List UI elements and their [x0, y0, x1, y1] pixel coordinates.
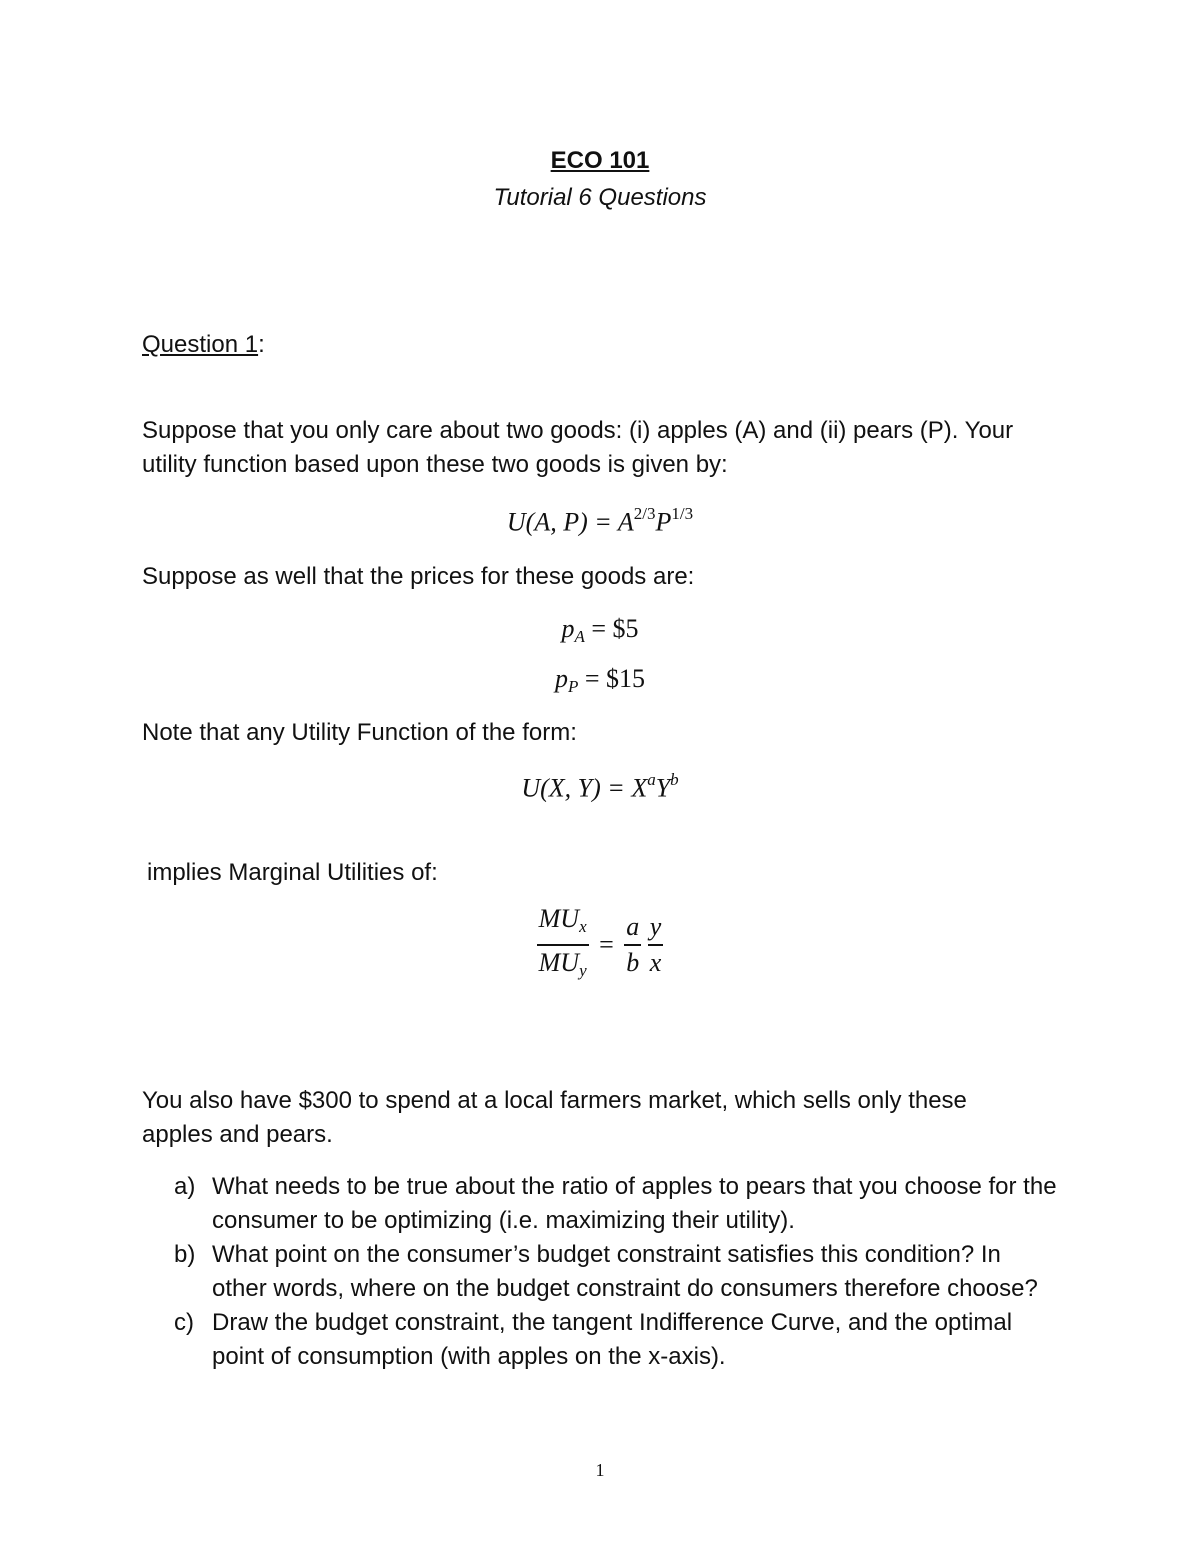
- document-subtitle: Tutorial 6 Questions: [493, 184, 707, 211]
- utility-eq-exp-a: 2/3: [633, 504, 656, 523]
- part-a-text: What needs to be true about the ratio of apples to pears that you choose for the consumer to be optimizing (i.e. maximizing their utility).: [212, 1173, 1057, 1234]
- utility-eq-base-p: P: [655, 507, 672, 537]
- intro-line-2: utility function based upon these two goods is given by:: [142, 451, 728, 478]
- intro-paragraph: [142, 414, 1062, 482]
- price-pears-equation: [0, 664, 1200, 697]
- a-over-b-fraction: [624, 912, 641, 978]
- price-apples-equation: [0, 614, 1200, 647]
- mu-denominator: [537, 946, 589, 986]
- general-utility-equation: [0, 772, 1200, 804]
- price-pears-value: = $15: [578, 664, 646, 693]
- price-pears-symbol: p: [554, 664, 568, 693]
- implies-text: implies Marginal Utilities of:: [147, 859, 438, 886]
- marginal-utility-equation: [0, 904, 1200, 986]
- budget-paragraph: [142, 1084, 1062, 1152]
- fraction-y: y: [648, 912, 664, 946]
- prices-intro: Suppose as well that the prices for these goods are:: [142, 563, 695, 590]
- budget-line-2: apples and pears.: [142, 1121, 333, 1148]
- mu-ratio-fraction: [537, 904, 589, 986]
- question-parts-list: [142, 1170, 1062, 1374]
- part-c-text: Draw the budget constraint, the tangent Indifference Curve, and the optimal point of consumption (with apples on the x-axis).: [212, 1309, 1013, 1370]
- fraction-a: a: [624, 912, 641, 946]
- budget-line-1: You also have $300 to spend at a local farmers market, which sells only these: [142, 1087, 967, 1114]
- price-apples-symbol: p: [561, 614, 575, 643]
- general-eq-base-y: Y: [655, 773, 671, 803]
- price-apples-value: = $5: [584, 614, 639, 643]
- question-heading: [142, 328, 265, 362]
- mu-y-sub: y: [579, 961, 587, 980]
- part-a-marker: a): [174, 1173, 196, 1200]
- utility-eq-exp-p: 1/3: [671, 504, 694, 523]
- list-item: [142, 1170, 1062, 1238]
- part-b-text: What point on the consumer’s budget constraint satisfies this condition? In other words, where on the budget constraint do consumers therefore choose?: [212, 1241, 1038, 1302]
- mu-numerator: [537, 904, 589, 946]
- list-item: [142, 1238, 1062, 1306]
- fraction-b: b: [626, 948, 640, 977]
- price-pears-sub: P: [567, 677, 579, 696]
- price-apples-sub: A: [574, 627, 585, 646]
- list-item: [142, 1306, 1062, 1374]
- utility-eq-base-a: A: [617, 507, 634, 537]
- general-eq-exp-a: a: [647, 770, 656, 789]
- part-b-marker: b): [174, 1241, 196, 1268]
- general-eq-base-x: X: [631, 773, 648, 803]
- mu-y-label: MU: [538, 948, 580, 977]
- mu-equals-sign: =: [599, 930, 614, 959]
- question-heading-label: Question 1: [142, 331, 259, 358]
- fraction-x: x: [649, 948, 662, 977]
- general-eq-lhs: U(X, Y) =: [521, 773, 632, 803]
- question-heading-colon: :: [258, 331, 265, 358]
- document-title: ECO 101: [550, 147, 650, 174]
- utility-eq-lhs: U(A, P) =: [506, 507, 618, 537]
- page-number: 1: [595, 1460, 605, 1480]
- mu-x-label: MU: [538, 904, 580, 933]
- general-eq-exp-b: b: [670, 770, 679, 789]
- note-text: Note that any Utility Function of the form:: [142, 719, 577, 746]
- y-over-x-fraction: [648, 912, 664, 978]
- mu-x-sub: x: [579, 917, 587, 936]
- intro-line-1: Suppose that you only care about two goods: (i) apples (A) and (ii) pears (P). Your: [142, 417, 1014, 444]
- utility-equation: [0, 506, 1200, 538]
- part-c-marker: c): [174, 1309, 194, 1336]
